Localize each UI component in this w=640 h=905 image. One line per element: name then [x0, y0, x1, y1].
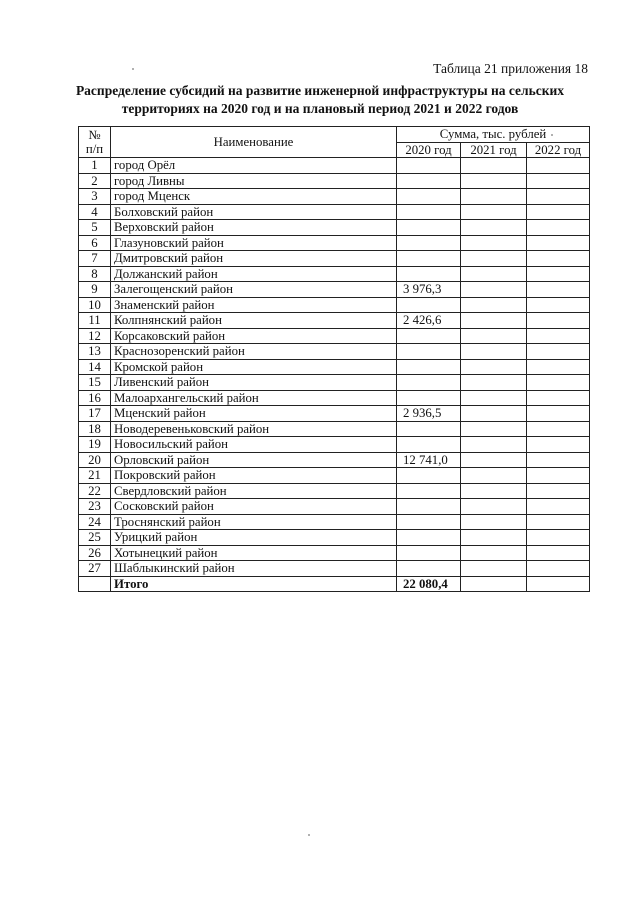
row-name: Ливенский район	[111, 375, 397, 391]
row-value-2020	[397, 375, 461, 391]
row-number: 20	[79, 452, 111, 468]
total-value-2021	[461, 576, 527, 592]
header-number-abbr: п/п	[85, 142, 104, 156]
title-line-1: Распределение субсидий на развитие инженерной инфраструктуры на сельских	[75, 83, 565, 98]
table-row	[79, 452, 590, 468]
row-value-2022	[527, 390, 590, 406]
row-value-2021	[461, 499, 527, 515]
row-number: 2	[79, 173, 111, 189]
row-name: Урицкий район	[111, 530, 397, 546]
table-row	[79, 499, 590, 515]
row-value-2021	[461, 421, 527, 437]
row-value-2021	[461, 251, 527, 267]
row-value-2020	[397, 158, 461, 174]
row-value-2021	[461, 483, 527, 499]
row-value-2021	[461, 173, 527, 189]
row-value-2020	[397, 421, 461, 437]
row-value-2020	[397, 561, 461, 577]
row-value-2022	[527, 359, 590, 375]
row-value-2021	[461, 561, 527, 577]
row-value-2020	[397, 468, 461, 484]
row-number: 12	[79, 328, 111, 344]
row-value-2020	[397, 266, 461, 282]
table-row	[79, 421, 590, 437]
row-number: 23	[79, 499, 111, 515]
table-row	[79, 313, 590, 329]
row-name: Орловский район	[111, 452, 397, 468]
header-sum: Сумма, тыс. рублей	[397, 127, 590, 143]
header-number	[79, 127, 111, 158]
table-row	[79, 406, 590, 422]
row-value-2020	[397, 359, 461, 375]
row-value-2020	[397, 483, 461, 499]
row-value-2021	[461, 235, 527, 251]
row-name: Должанский район	[111, 266, 397, 282]
table-row	[79, 158, 590, 174]
row-value-2021	[461, 189, 527, 205]
row-value-2021	[461, 158, 527, 174]
row-value-2022	[527, 375, 590, 391]
row-value-2022	[527, 421, 590, 437]
row-value-2020	[397, 530, 461, 546]
row-name: Дмитровский район	[111, 251, 397, 267]
table-row	[79, 220, 590, 236]
title-line-2: территориях на 2020 год и на плановый период 2021 и 2022 годов	[121, 101, 519, 116]
table-row	[79, 561, 590, 577]
row-value-2021	[461, 545, 527, 561]
row-number: 3	[79, 189, 111, 205]
row-name: Новосильский район	[111, 437, 397, 453]
row-value-2021	[461, 204, 527, 220]
row-number: 13	[79, 344, 111, 360]
row-name: Знаменский район	[111, 297, 397, 313]
row-number: 6	[79, 235, 111, 251]
total-number	[79, 576, 111, 592]
total-value-2022	[527, 576, 590, 592]
row-name: Шаблыкинский район	[111, 561, 397, 577]
row-number: 14	[79, 359, 111, 375]
row-name: Новодеревеньковский район	[111, 421, 397, 437]
row-value-2020	[397, 204, 461, 220]
row-value-2021	[461, 282, 527, 298]
row-value-2021	[461, 406, 527, 422]
row-name: город Орёл	[111, 158, 397, 174]
row-number: 7	[79, 251, 111, 267]
row-name: город Мценск	[111, 189, 397, 205]
row-name: город Ливны	[111, 173, 397, 189]
row-value-2020	[397, 390, 461, 406]
header-year-2021: 2021 год	[461, 142, 527, 158]
row-value-2022	[527, 483, 590, 499]
table-row	[79, 375, 590, 391]
row-value-2021	[461, 375, 527, 391]
row-value-2020	[397, 189, 461, 205]
row-value-2020: 2 426,6	[397, 313, 461, 329]
row-number: 5	[79, 220, 111, 236]
row-name: Мценский район	[111, 406, 397, 422]
row-value-2020	[397, 173, 461, 189]
row-name: Болховский район	[111, 204, 397, 220]
subsidy-table	[78, 126, 590, 592]
table-row	[79, 437, 590, 453]
row-number: 10	[79, 297, 111, 313]
table-row	[79, 545, 590, 561]
row-number: 26	[79, 545, 111, 561]
row-value-2022	[527, 282, 590, 298]
row-number: 16	[79, 390, 111, 406]
row-value-2021	[461, 313, 527, 329]
row-value-2020	[397, 235, 461, 251]
row-value-2021	[461, 328, 527, 344]
row-value-2021	[461, 297, 527, 313]
row-number: 25	[79, 530, 111, 546]
table-row	[79, 359, 590, 375]
row-value-2022	[527, 158, 590, 174]
row-name: Малоархангельский район	[111, 390, 397, 406]
row-value-2021	[461, 266, 527, 282]
row-value-2022	[527, 173, 590, 189]
row-name: Глазуновский район	[111, 235, 397, 251]
row-value-2020	[397, 297, 461, 313]
row-number: 24	[79, 514, 111, 530]
table-row	[79, 266, 590, 282]
row-value-2022	[527, 297, 590, 313]
row-number: 18	[79, 421, 111, 437]
table-row	[79, 282, 590, 298]
table-caption: Таблица 21 приложения 18	[433, 61, 588, 76]
row-value-2022	[527, 204, 590, 220]
header-name: Наименование	[111, 127, 397, 158]
total-value-2020: 22 080,4	[397, 576, 461, 592]
row-name: Кромской район	[111, 359, 397, 375]
row-value-2022	[527, 468, 590, 484]
row-value-2022	[527, 530, 590, 546]
row-name: Верховский район	[111, 220, 397, 236]
row-value-2020: 3 976,3	[397, 282, 461, 298]
table-row	[79, 390, 590, 406]
row-value-2021	[461, 468, 527, 484]
row-value-2020	[397, 328, 461, 344]
row-name: Корсаковский район	[111, 328, 397, 344]
row-name: Покровский район	[111, 468, 397, 484]
table-row	[79, 251, 590, 267]
header-number-symbol: №	[88, 128, 101, 142]
total-label: Итого	[111, 576, 397, 592]
row-value-2020	[397, 251, 461, 267]
row-name: Свердловский район	[111, 483, 397, 499]
row-value-2021	[461, 344, 527, 360]
table-row	[79, 189, 590, 205]
row-number: 8	[79, 266, 111, 282]
table-row	[79, 344, 590, 360]
table-row	[79, 483, 590, 499]
row-number: 1	[79, 158, 111, 174]
row-value-2021	[461, 514, 527, 530]
row-number: 11	[79, 313, 111, 329]
row-value-2021	[461, 390, 527, 406]
table-row	[79, 173, 590, 189]
table-row	[79, 235, 590, 251]
row-number: 9	[79, 282, 111, 298]
scan-speck	[308, 834, 310, 836]
table-row	[79, 468, 590, 484]
row-value-2021	[461, 359, 527, 375]
row-number: 17	[79, 406, 111, 422]
row-value-2020	[397, 499, 461, 515]
row-number: 4	[79, 204, 111, 220]
row-value-2020	[397, 437, 461, 453]
row-value-2020	[397, 220, 461, 236]
row-value-2020	[397, 545, 461, 561]
row-value-2022	[527, 344, 590, 360]
total-row	[79, 576, 590, 592]
row-number: 27	[79, 561, 111, 577]
header-year-2022: 2022 год	[527, 142, 590, 158]
row-value-2021	[461, 437, 527, 453]
row-value-2022	[527, 437, 590, 453]
table-row	[79, 530, 590, 546]
row-number: 22	[79, 483, 111, 499]
row-value-2020: 12 741,0	[397, 452, 461, 468]
row-value-2020: 2 936,5	[397, 406, 461, 422]
row-value-2022	[527, 235, 590, 251]
row-name: Краснозоренский район	[111, 344, 397, 360]
row-value-2021	[461, 220, 527, 236]
document-title	[70, 82, 570, 118]
row-number: 19	[79, 437, 111, 453]
row-value-2022	[527, 266, 590, 282]
row-value-2021	[461, 530, 527, 546]
row-value-2022	[527, 545, 590, 561]
row-name: Сосковский район	[111, 499, 397, 515]
table-body	[79, 158, 590, 592]
table-row	[79, 204, 590, 220]
row-value-2022	[527, 514, 590, 530]
table-row	[79, 514, 590, 530]
row-value-2020	[397, 514, 461, 530]
row-value-2022	[527, 220, 590, 236]
header-year-2020: 2020 год	[397, 142, 461, 158]
row-name: Залегощенский район	[111, 282, 397, 298]
row-number: 15	[79, 375, 111, 391]
scan-speck	[132, 68, 134, 70]
row-value-2022	[527, 406, 590, 422]
row-name: Колпнянский район	[111, 313, 397, 329]
table-row	[79, 297, 590, 313]
row-value-2022	[527, 328, 590, 344]
scan-speck	[551, 134, 553, 136]
row-value-2022	[527, 313, 590, 329]
row-value-2022	[527, 251, 590, 267]
row-value-2021	[461, 452, 527, 468]
row-value-2022	[527, 189, 590, 205]
row-name: Хотынецкий район	[111, 545, 397, 561]
table-row	[79, 328, 590, 344]
row-value-2020	[397, 344, 461, 360]
row-value-2022	[527, 452, 590, 468]
row-number: 21	[79, 468, 111, 484]
row-value-2022	[527, 561, 590, 577]
row-name: Троснянский район	[111, 514, 397, 530]
row-value-2022	[527, 499, 590, 515]
